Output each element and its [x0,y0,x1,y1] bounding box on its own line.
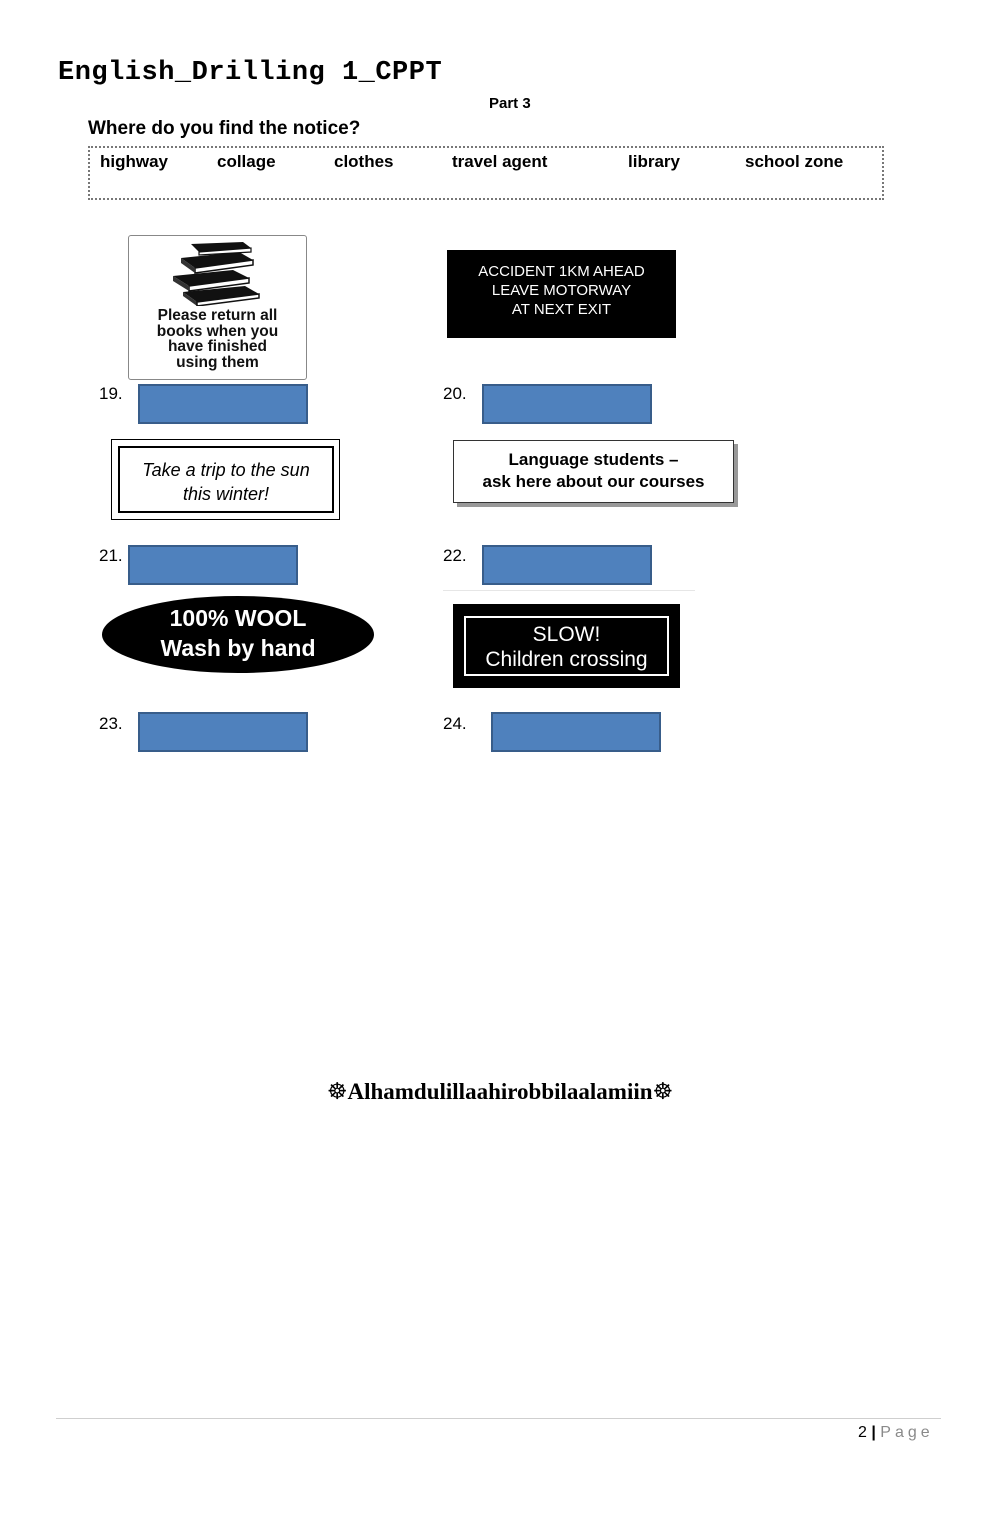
notice-line: Take a trip to the sun [142,460,310,480]
word-bank-item: collage [217,152,276,171]
notice-line: 100% WOOL [169,605,307,631]
closing-text: Alhamdulillaahirobbilaalamiin [347,1079,653,1104]
question-heading: Where do you find the notice? [88,118,361,139]
notice-line: LEAVE MOTORWAY [491,282,632,299]
answer-field-21[interactable] [128,545,298,585]
item-number: 23. [99,714,123,733]
notice-line: this winter! [182,484,270,504]
word-bank-item: library [628,152,680,171]
notice-line: books when you [156,322,279,340]
dharma-wheel-icon: ☸ [652,1079,674,1104]
notice-line: Language students – [508,450,679,469]
item-number: 21. [99,546,123,565]
page-number: 2 [858,1424,867,1441]
footer-divider [56,1418,941,1419]
word-bank-item: clothes [334,152,394,171]
notice-line: Wash by hand [160,635,316,661]
page-separator: | [871,1424,876,1441]
page-footer [858,1424,934,1442]
notice-line: ACCIDENT 1KM AHEAD [478,263,645,280]
answer-field-20[interactable] [482,384,652,424]
stack-of-books-icon [169,242,267,306]
notice-clothes-label-sign [102,596,374,673]
part-label: Part 3 [489,95,531,112]
notice-travel-sign [111,439,340,520]
answer-field-19[interactable] [138,384,308,424]
notice-line: using them [176,353,259,371]
answer-field-22[interactable] [482,545,652,585]
divider [443,590,695,591]
item-number: 22. [443,546,467,565]
notice-line: SLOW! [532,623,601,646]
answer-field-23[interactable] [138,712,308,752]
item-number: 20. [443,384,467,403]
word-bank-item: travel agent [452,152,548,171]
notice-motorway-sign [447,250,676,338]
document-title: English_Drilling 1_CPPT [58,58,443,88]
notice-line: ask here about our courses [482,472,705,491]
dharma-wheel-icon: ☸ [326,1079,348,1104]
notice-school-zone-sign [453,604,680,688]
word-bank-item: highway [100,152,169,171]
notice-line: Please return all [157,307,278,324]
closing-phrase [0,1078,1000,1105]
notice-line: have finished [167,338,268,355]
answer-field-24[interactable] [491,712,661,752]
notice-language-course-sign [453,440,734,503]
notice-line: Children crossing [485,648,648,671]
page-word: Page [880,1424,934,1441]
notice-library-sign [128,235,307,380]
notice-line: AT NEXT EXIT [511,301,612,318]
word-bank [88,146,884,200]
item-number: 24. [443,714,467,733]
word-bank-item: school zone [745,152,844,171]
item-number: 19. [99,384,123,403]
